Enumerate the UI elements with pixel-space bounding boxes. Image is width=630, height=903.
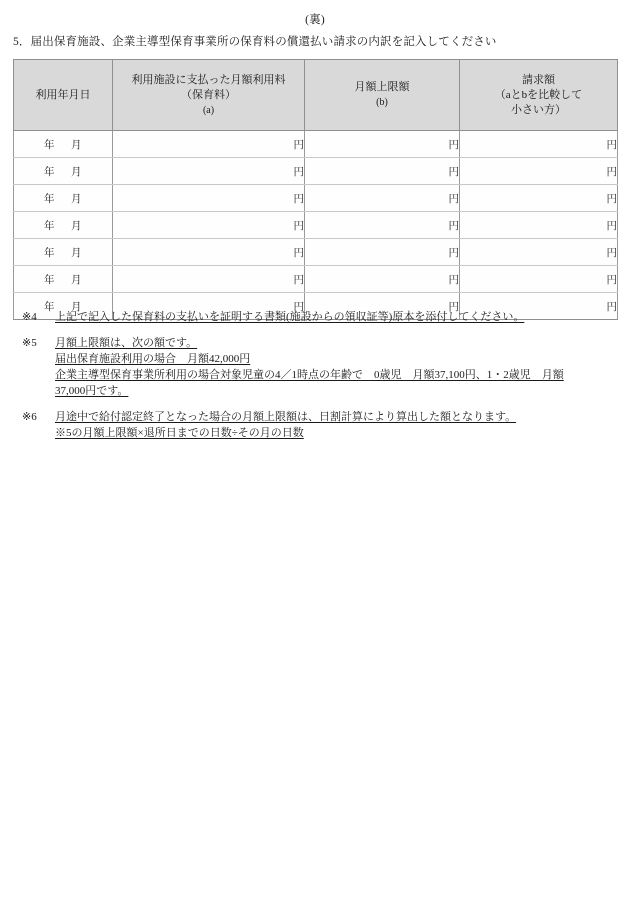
date-year-label: 年 xyxy=(44,247,55,259)
cell-claim-amount[interactable]: 円 xyxy=(460,185,618,212)
date-month-label: 月 xyxy=(71,274,82,286)
cell-claim-amount[interactable]: 円 xyxy=(460,158,618,185)
section-heading: 5．届出保育施設、企業主導型保育事業所の保育料の償還払い請求の内訳を記入してください xyxy=(13,36,497,48)
date-year-label: 年 xyxy=(44,193,55,205)
cell-monthly-cap[interactable]: 円 xyxy=(305,131,460,158)
table-header xyxy=(14,60,618,131)
date-month-label: 月 xyxy=(71,301,82,313)
table-row xyxy=(14,185,618,212)
cell-usage-date[interactable] xyxy=(14,239,113,266)
column-header-monthly-fee-paid-marker: (a) xyxy=(202,104,215,116)
column-header-monthly-cap-line1: 月額上限額 xyxy=(354,81,410,93)
column-header-usage-date xyxy=(14,60,113,131)
date-year-label: 年 xyxy=(44,220,55,232)
cell-monthly-cap[interactable]: 円 xyxy=(305,158,460,185)
date-month-label: 月 xyxy=(71,220,82,232)
cell-claim-amount[interactable]: 円 xyxy=(460,239,618,266)
cell-monthly-cap[interactable]: 円 xyxy=(305,185,460,212)
cell-claim-amount[interactable]: 円 xyxy=(460,212,618,239)
footnote-5-body xyxy=(55,335,623,399)
table-header-row xyxy=(14,60,618,131)
cell-monthly-fee-paid[interactable]: 円 xyxy=(113,212,305,239)
cell-claim-amount[interactable]: 円 xyxy=(460,266,618,293)
date-year-label: 年 xyxy=(44,139,55,151)
table-body xyxy=(14,131,618,320)
table-row xyxy=(14,131,618,158)
cell-claim-amount[interactable]: 円 xyxy=(460,293,618,320)
date-year-label: 年 xyxy=(44,274,55,286)
date-year-label: 年 xyxy=(44,301,55,313)
cell-monthly-fee-paid[interactable]: 円 xyxy=(113,185,305,212)
date-year-label: 年 xyxy=(44,166,55,178)
footnote-5-line-2: 届出保育施設利用の場合 月額42,000円 xyxy=(55,353,251,365)
date-month-label: 月 xyxy=(71,166,82,178)
column-header-usage-date-label: 利用年月日 xyxy=(35,88,91,101)
footnote-5-label: ※5 xyxy=(22,337,37,349)
date-month-label: 月 xyxy=(71,247,82,259)
cell-usage-date[interactable] xyxy=(14,266,113,293)
cell-monthly-cap[interactable]: 円 xyxy=(305,293,460,320)
footnote-6-body xyxy=(55,409,623,441)
footnote-5-line-3: 企業主導型保育事業所利用の場合対象児童の4／1時点の年齢で 0歳児 月額37,100円、1・2歳児 月額 xyxy=(55,369,564,381)
footnote-6 xyxy=(13,409,623,441)
date-month-label: 月 xyxy=(71,193,82,205)
cell-usage-date[interactable] xyxy=(14,185,113,212)
cell-claim-amount[interactable]: 円 xyxy=(460,131,618,158)
table-row xyxy=(14,266,618,293)
cell-monthly-cap[interactable]: 円 xyxy=(305,239,460,266)
column-header-claim-amount-line2: （aとbを比較して xyxy=(494,88,583,101)
cell-monthly-fee-paid[interactable]: 円 xyxy=(113,131,305,158)
column-header-monthly-fee-paid-line2: （保育料） xyxy=(181,88,236,101)
footnote-4-line-1: 上記で記入した保育料の支払いを証明する書類(施設からの領収証等)原本を添付してください。 xyxy=(55,311,525,323)
footnote-5-line-4: 37,000円です。 xyxy=(55,385,129,397)
side-marker: (裏) xyxy=(305,14,325,26)
cell-monthly-fee-paid[interactable]: 円 xyxy=(113,266,305,293)
cell-monthly-fee-paid[interactable]: 円 xyxy=(113,293,305,320)
footnote-4-label: ※4 xyxy=(22,311,37,323)
column-header-monthly-cap-marker: (b) xyxy=(376,97,388,108)
footnote-6-line-1: 月途中で給付認定終了となった場合の月額上限額は、日割計算により算出した額となります。 xyxy=(55,411,517,423)
footnote-6-line-2: ※5の月額上限額×退所日までの日数÷その月の日数 xyxy=(55,427,304,439)
cell-monthly-cap[interactable]: 円 xyxy=(305,266,460,293)
table-row xyxy=(14,158,618,185)
column-header-claim-amount-line3: 小さい方） xyxy=(511,103,566,116)
cell-monthly-cap[interactable]: 円 xyxy=(305,212,460,239)
column-header-monthly-cap xyxy=(305,60,460,131)
footnotes xyxy=(13,309,623,445)
column-header-monthly-fee-paid-line1: 利用施設に支払った月額利用料 xyxy=(131,73,286,86)
column-header-monthly-fee-paid xyxy=(113,60,305,131)
cell-usage-date[interactable] xyxy=(14,212,113,239)
footnote-4 xyxy=(13,309,623,325)
footnote-5 xyxy=(13,335,623,399)
cell-monthly-fee-paid[interactable]: 円 xyxy=(113,239,305,266)
claim-breakdown-table-wrapper xyxy=(13,59,617,320)
column-header-claim-amount xyxy=(460,60,618,131)
cell-monthly-fee-paid[interactable]: 円 xyxy=(113,158,305,185)
footnote-6-label: ※6 xyxy=(22,411,37,423)
column-header-claim-amount-line1: 請求額 xyxy=(522,73,555,86)
footnote-4-body xyxy=(55,309,623,325)
cell-usage-date[interactable] xyxy=(14,131,113,158)
cell-usage-date[interactable] xyxy=(14,158,113,185)
date-month-label: 月 xyxy=(71,139,82,151)
footnote-5-line-1: 月額上限額は、次の額です。 xyxy=(55,337,198,349)
table-row xyxy=(14,239,618,266)
table-row xyxy=(14,212,618,239)
claim-breakdown-table xyxy=(13,59,618,320)
